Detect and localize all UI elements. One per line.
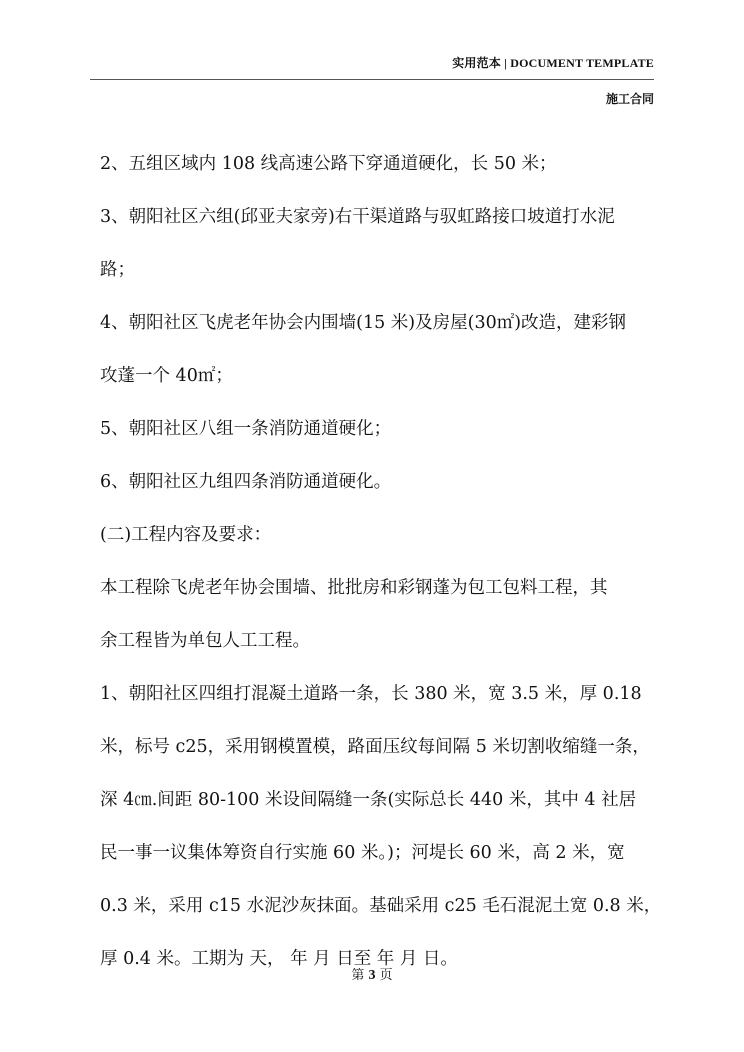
section-heading: (二)工程内容及要求： [100, 525, 272, 545]
body-line: 1、朝阳社区四组打混凝土道路一条，长 380 米，宽 3.5 米，厚 0.18 [100, 684, 642, 704]
body-line: 厚 0.4 米。工期为 天， 年 月 日至 年 月 日。 [100, 949, 458, 969]
document-body [100, 138, 662, 986]
body-line: 本工程除飞虎老年协会围墙、批批房和彩钢蓬为包工包料工程，其 [100, 578, 608, 598]
body-line: 6、朝阳社区九组四条消防通道硬化。 [100, 472, 392, 492]
body-line: 攻蓬一个 40㎡； [100, 366, 233, 386]
body-line: 米，标号 c25，采用钢模置模，路面压纹每间隔 5 米切割收缩缝一条， [100, 737, 650, 757]
body-line: 5、朝阳社区八组一条消防通道硬化； [100, 419, 392, 439]
page-number-prefix: 第 [351, 968, 365, 983]
page-footer [0, 964, 744, 984]
body-line: 余工程皆为单包人工工程。 [100, 631, 310, 651]
body-line: 2、五组区域内 108 线高速公路下穿通道硬化，长 50 米； [100, 154, 557, 174]
body-line: 3、朝阳社区六组(邱亚夫家旁)右干渠道路与驭虹路接口坡道打水泥 [100, 207, 615, 227]
page-number: 3 [368, 968, 376, 983]
body-line: 0.3 米，采用 c15 水泥沙灰抹面。基础采用 c25 毛石混泥土宽 0.8 米， [100, 896, 662, 916]
body-line: 深 4㎝.间距 80-100 米设间隔缝一条(实际总长 440 米，其中 4 社居 [100, 790, 637, 810]
page-number-suffix: 页 [379, 968, 393, 983]
document-category-label: 施工合同 [605, 92, 654, 106]
body-line: 4、朝阳社区飞虎老年协会内围墙(15 米)及房屋(30㎡)改造，建彩钢 [100, 313, 627, 333]
body-line: 路； [100, 260, 135, 280]
body-line: 民一事一议集体筹资自行实施 60 米。)；河堤长 60 米，高 2 米，宽 [100, 843, 625, 863]
document-template-label: 实用范本 | DOCUMENT TEMPLATE [452, 56, 654, 70]
header-divider [90, 79, 654, 80]
